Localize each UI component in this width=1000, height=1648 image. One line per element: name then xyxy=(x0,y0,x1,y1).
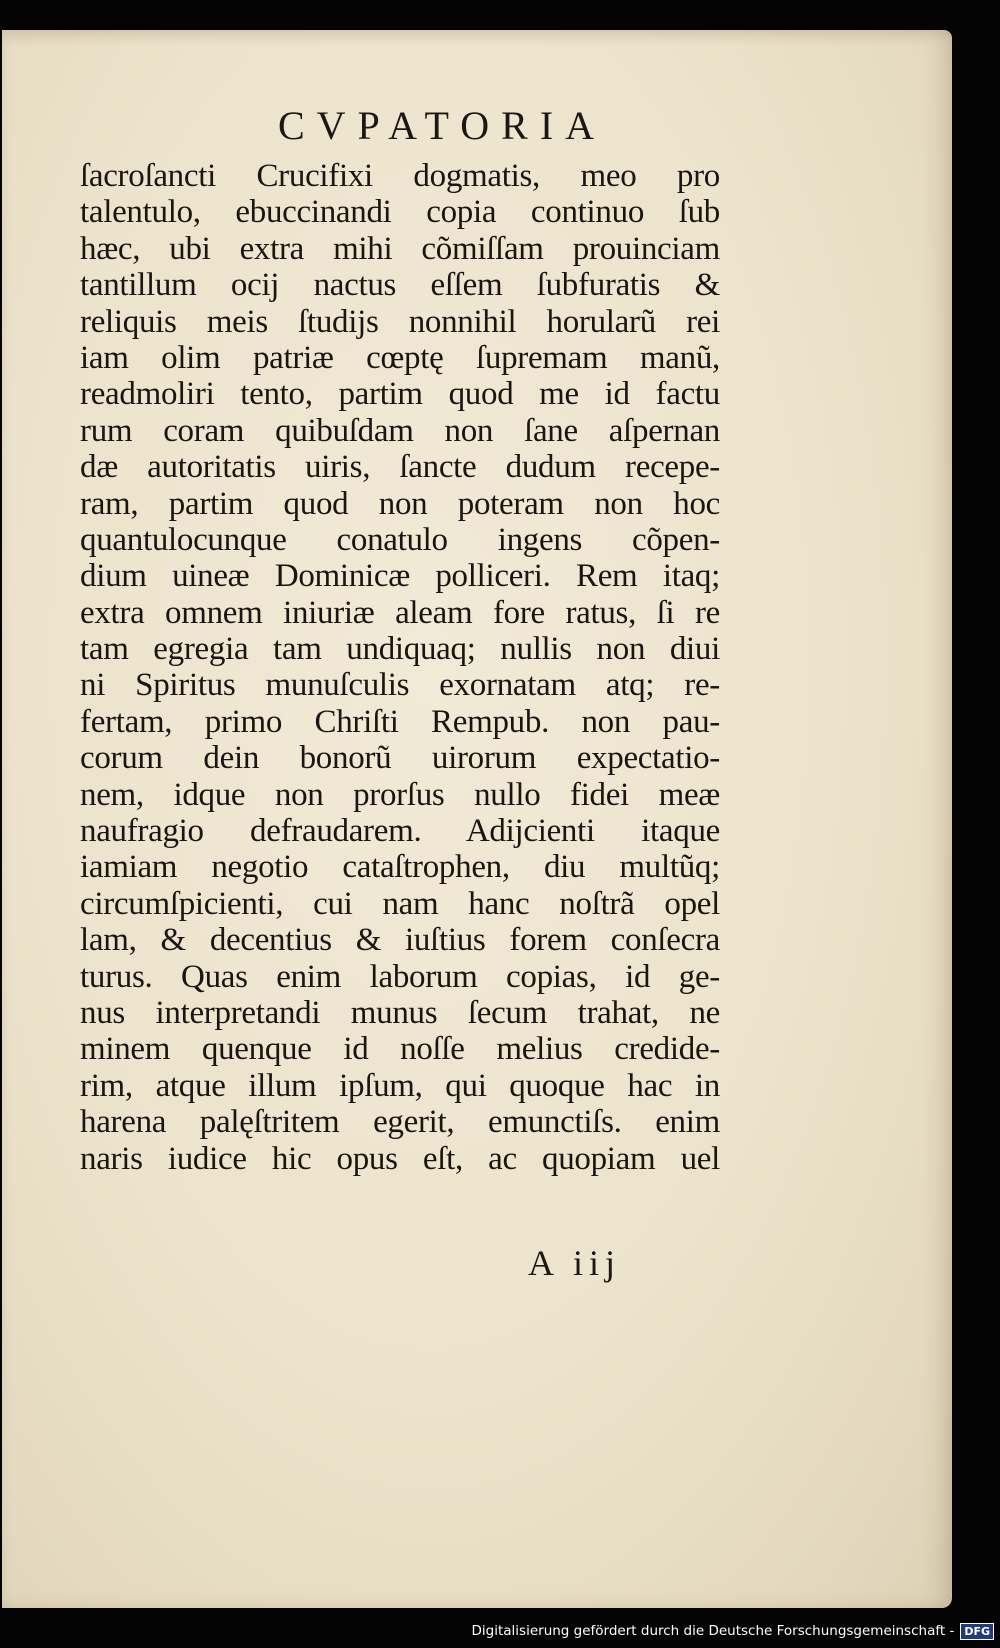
text-line: readmoliri tento, partim quod me id factu xyxy=(80,376,720,413)
text-line: fertam, primo Chriſti Rempub. non pau- xyxy=(80,703,720,740)
text-line: extra omnem iniuriæ aleam fore ratus, ſi re xyxy=(80,594,720,631)
text-line: ſacroſancti Crucifixi dogmatis, meo pro xyxy=(80,158,720,194)
running-head: CVPATORIA xyxy=(277,103,607,148)
text-line: rum coram quibuſdam non ſane aſpernan xyxy=(80,412,720,449)
text-line: hæc, ubi extra mihi cõmiſſam prouinciam xyxy=(80,230,720,267)
text-line: ram, partim quod non poteram non hoc xyxy=(80,485,720,522)
text-line: harena palęſtritem egerit, emunctiſs. enim xyxy=(80,1104,720,1141)
text-line: turus. Quas enim laborum copias, id ge- xyxy=(80,958,720,995)
text-line: iamiam negotio cataſtrophen, diu multũq; xyxy=(80,849,720,886)
text-line: tam egregia tam undiquaq; nullis non diui xyxy=(80,631,720,668)
text-line: dium uineæ Dominicæ polliceri. Rem itaq; xyxy=(80,558,720,595)
text-line: reliquis meis ſtudijs nonnihil horularũ rei xyxy=(80,303,720,340)
text-line: talentulo, ebuccinandi copia continuo ſub xyxy=(80,194,720,231)
text-line: minem quenque id noſſe melius credide- xyxy=(80,1031,720,1068)
text-line: dæ autoritatis uiris, ſancte dudum recepe- xyxy=(80,449,720,486)
text-line: naufragio defraudarem. Adijcienti itaque xyxy=(80,813,720,850)
body-text xyxy=(80,158,720,1177)
signature-mark: A iij xyxy=(528,1243,622,1283)
funding-footer xyxy=(0,1614,1000,1648)
text-line: lam, & decentius & iuſtius forem conſecra xyxy=(80,922,720,959)
text-line: circumſpicienti, cui nam hanc noſtrã opel xyxy=(80,885,720,922)
text-line: ni Spiritus munuſculis exornatam atq; re- xyxy=(80,667,720,704)
text-line: naris iudice hic opus eſt, ac quopiam uel xyxy=(80,1140,720,1177)
dfg-logo-icon: DFG xyxy=(960,1623,994,1640)
text-line: corum dein bonorũ uirorum expectatio- xyxy=(80,740,720,777)
text-line: nus interpretandi munus ſecum trahat, ne xyxy=(80,994,720,1031)
text-line: iam olim patriæ cœptę ſupremam manũ, xyxy=(80,339,720,376)
book-page xyxy=(2,30,952,1608)
text-line: quantulocunque conatulo ingens cõpen- xyxy=(80,521,720,558)
text-line: nem, idque non prorſus nullo fidei meæ xyxy=(80,776,720,813)
text-line: tantillum ocij nactus eſſem ſubfuratis & xyxy=(80,267,720,304)
page-content xyxy=(2,30,952,1608)
funding-credit: Digitalisierung gefördert durch die Deutsche Forschungsgemeinschaft - xyxy=(471,1623,955,1639)
text-line: rim, atque illum ipſum, qui quoque hac in xyxy=(80,1067,720,1104)
